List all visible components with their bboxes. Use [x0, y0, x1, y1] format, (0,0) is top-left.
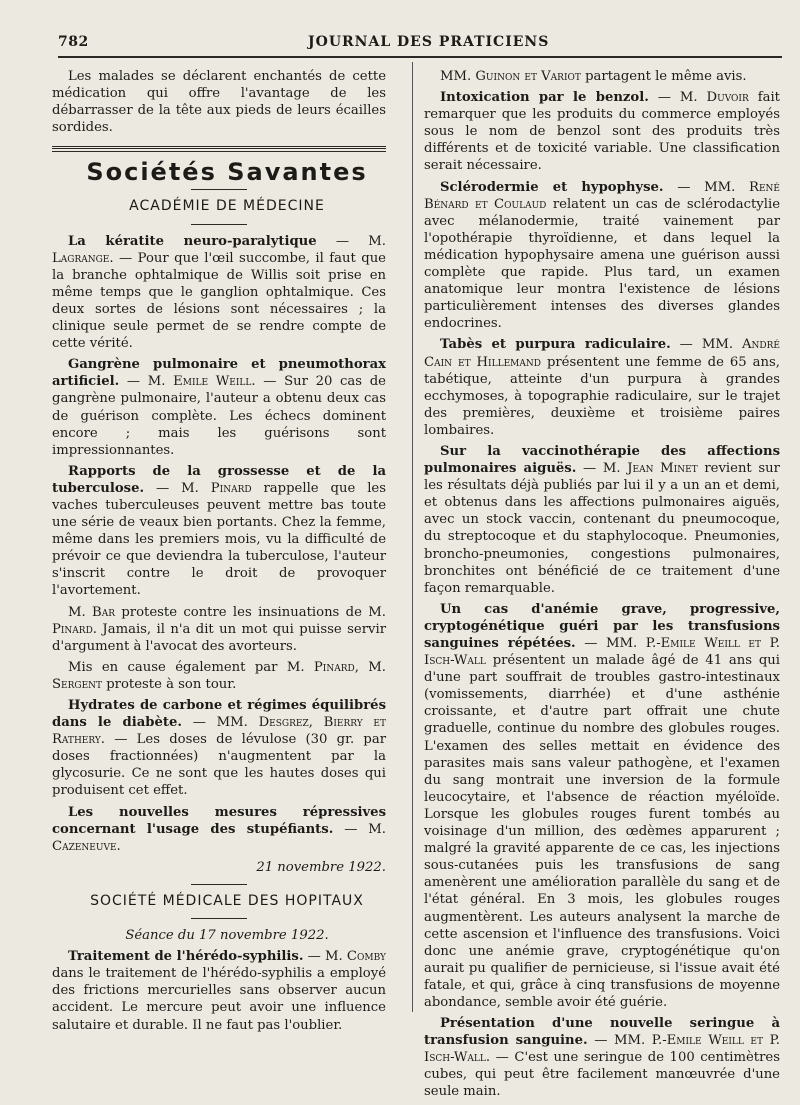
- article-hydrates: Hydrates de carbone et régimes équilibrés dans le diabète. — MM. Desgrez, Bierry et Rathery. — Les doses de lévulose (30 gr. par doses fractionnées) n'augmentent par la glycosurie. Ce ne sont que les hautes doses qui produisent cet effet.: [52, 698, 387, 799]
- article-title: La kératite neuro-paralytique: [68, 233, 317, 249]
- article-text: revient sur les résultats déjà publiés par lui il y a un an et demi, et obtenus dans les affections pulmonaires aiguës, avec un stock vaccin, contenant du pneumocoque, du streptocoque et du staphylocoque. Pneumonies, broncho-pneumonies, congestions pulmonaires, bronchites ont bénéficié de ce traitement d'une façon remarquable.: [424, 461, 780, 596]
- academy-date: 21 novembre 1922.: [256, 859, 386, 875]
- article-guinon: [424, 68, 780, 85]
- article-text: proteste contre les insinuations de: [121, 604, 362, 620]
- article-title: Un cas d'anémie grave, progressive, cryptogénétique guéri par les transfusions sanguines répétées.: [424, 601, 780, 651]
- article-heredo: Traitement de l'hérédo-syphilis. — M. Comby dans le traitement de l'hérédo-syphilis a employé des frictions mercurielles sans observer aucun accident. Le mercure peut avoir une influence salutaire et durable. Il ne faut pas l'oublier.: [52, 949, 386, 1033]
- section-title: Sociétés Savantes: [86, 158, 368, 187]
- article-title: Gangrène pulmonaire et pneumothorax artificiel.: [52, 357, 386, 390]
- article-author: M. Cazeneuve.: [52, 821, 386, 854]
- article-grossesse: Rapports de la grossesse et de la tuberculose. — M. Pinard rappelle que les vaches tuberculeuses peuvent mettre bas toute une série de veaux bien portants. Chez la femme, même dans les premiers mois, vu la difficulté de prévoir ce que deviendra la tuberculose, l'auteur s'inscrit contre le droit de provoquer l'avortement.: [52, 463, 386, 599]
- article-author: M. Pinard,: [286, 659, 359, 675]
- article-author: M. Sergent: [52, 659, 386, 692]
- article-title: Sur la vaccinothérapie des affections pulmonaires aiguës.: [424, 443, 780, 477]
- left-column: [52, 68, 386, 1038]
- article-seringue: Présentation d'une nouvelle seringue à transfusion sanguine. — MM. P.-Emile Weill et P. Isch-Wall. — C'est une seringue de 100 centimètres cubes, qui peut être facilement manœuvrée d'une seule main.: [424, 1016, 780, 1100]
- article-author: M. Pinard.: [52, 604, 386, 637]
- article-text: proteste à son tour.: [106, 676, 237, 692]
- article-author: M. Emile Weill.: [147, 374, 256, 390]
- article-author: MM. P.-Emile Weill et P. Isch-Wall: [424, 636, 780, 669]
- article-author: MM. P.-Emile Weill et P. Isch-Wall.: [424, 1033, 780, 1066]
- academy-title: ACADÉMIE DE MÉDECINE: [129, 198, 325, 215]
- article-author: M. Lagrange.: [52, 233, 386, 266]
- article-title: Rapports de la grossesse et de la tuberculose.: [52, 463, 386, 496]
- article-text: partagent le même avis.: [585, 69, 747, 84]
- section-rule: [52, 146, 386, 152]
- article-title: Sclérodermie et hypophyse.: [440, 179, 664, 195]
- article-text: Mis en cause également par: [68, 659, 278, 675]
- article-author: MM. André Cain et Hillemand: [424, 337, 780, 370]
- intro-paragraph: Les malades se déclarent enchantés de cette médication qui offre l'avantage de les débarrasser de la tête aux pieds de leurs écailles sordides.: [52, 69, 386, 136]
- article-mis-en-cause: [52, 659, 386, 693]
- article-keratite: La kératite neuro-paralytique — M. Lagrange. — Pour que l'œil succombe, il faut que la branche ophtalmique de Willis soit prise en même temps que le ganglion ophtalmique. Ces deux sortes de lésions sont nécessaires ; la clinique seule permet de se rendre compte de cette vérité.: [52, 233, 386, 352]
- article-author: MM. Desgrez, Bierry et Rathery.: [52, 715, 387, 748]
- short-rule: [191, 189, 247, 190]
- article-text: présentent une femme de 65 ans, tabétique, atteinte d'un purpura à grandes ecchymoses, à topographie radiculaire, sur le trajet des premières, deuxième et troisième paires lombaires.: [424, 354, 780, 438]
- article-title: Tabès et purpura radiculaire.: [440, 337, 671, 353]
- short-rule: [191, 224, 247, 225]
- article-title: Les nouvelles mesures répressives concernant l'usage des stupéfiants.: [52, 804, 386, 837]
- article-text: Sur 20 cas de gangrène pulmonaire, l'auteur a obtenu deux cas de guérison complète. Les échecs dominent encore ; mais les guérisons sont impressionnantes.: [52, 374, 386, 458]
- article-sclerodermie: Sclérodermie et hypophyse. — MM. René Bénard et Coulaud relatent un cas de sclérodactylie avec mélanodermie, traité vainement par l'opothérapie thyroïdienne, et dans lequel la médication hypophysaire amena une guérison aussi complète que rapide. Plus tard, un examen anatomique leur montra l'existence de lésions particulièrement intenses des diverses glandes endocrines.: [424, 179, 780, 332]
- article-title: Hydrates de carbone et régimes équilibrés dans le diabète.: [52, 698, 386, 731]
- article-text: rappelle que les vaches tuberculeuses peuvent mettre bas toute une série de veaux bien portants. Chez la femme, même dans les premiers mois, vu la difficulté de prévoir ce que deviendra la tuberculose, l'auteur s'inscrit contre le droit de provoquer l'avortement.: [52, 480, 386, 599]
- article-tabes: Tabès et purpura radiculaire. — MM. André Cain et Hillemand présentent une femme de 65 ans, tabétique, atteinte d'un purpura à grandes ecchymoses, à topographie radiculaire, sur le trajet des premières, deuxième et troisième paires lombaires.: [424, 337, 780, 438]
- article-text: Pour que l'œil succombe, il faut que la branche ophtalmique de Willis soit prise en même temps que le ganglion ophtalmique. Ces deux sortes de lésions sont nécessaires ; la clinique seule permet de se rendre compte de cette vérité.: [52, 250, 386, 352]
- article-author: M. Bar: [68, 604, 116, 620]
- article-text: fait remarquer que les produits du commerce employés sous le nom de benzol sont des produits très différents et de toxicité variable. Une classification serait nécessaire.: [424, 90, 780, 174]
- article-text: Les doses de lévulose (30 gr. par doses fractionnées) n'augmentent par la glycosurie. Ce ne sont que les hautes doses qui produisent cet effet.: [52, 732, 386, 799]
- header-rule: [58, 56, 782, 58]
- article-title: Présentation d'une nouvelle seringue à transfusion sanguine.: [424, 1016, 780, 1049]
- article-anemie: Un cas d'anémie grave, progressive, cryptogénétique guéri par les transfusions sanguines répétées. — MM. P.-Emile Weill et P. Isch-Wall présentent un malade âgé de 41 ans qui d'une part souffrait de troubles gastro-intestinaux (vomissements, diarrhée) et d'une asthénie croissante, et d'autre part offrait une chute graduelle, continue du nombre des globules rouges. L'examen des selles mettait en évidence des parasites mais sans valeur pathogène, et l'examen du sang montrait une inversion de la formule leucocytaire, et l'absence de réaction myéloïde. Lorsque les globules rouges furent tombés au voisinage d'un million, des œdèmes apparurent ; malgré la gravité apparente de ce cas, les injections sous-cutanées puis les transfusions de sang amenèrent une amélioration parallèle du sang et de l'état général. En 3 mois, les globules rouges augmentèrent. Les auteurs analysent la marche de cette ascension et l'influence des transfusions. Voici donc une anémie grave, cryptogénétique qu'on aurait pu qualifier de pernicieuse, si l'issue avait été fatale, et qui, grâce à cinq transfusions de moyenne abondance, semble avoir été guérie.: [424, 601, 780, 1010]
- article-gangrene: Gangrène pulmonaire et pneumothorax artificiel. — M. Emile Weill. — Sur 20 cas de gangrène pulmonaire, l'auteur a obtenu deux cas de guérison complète. Les échecs dominent encore ; mais les guérisons sont impressionnantes.: [52, 357, 386, 458]
- article-bar: [52, 604, 386, 655]
- article-author: MM. Guinon et Variot: [440, 69, 581, 84]
- article-text: dans le traitement de l'hérédo-syphilis a employé des frictions mercurielles sans observer aucun accident. Le mercure peut avoir une influence salutaire et durable. Il ne faut pas l'oublier.: [52, 966, 386, 1033]
- article-author: M. Jean Minet: [602, 461, 698, 477]
- short-rule: [191, 884, 247, 885]
- article-author: M. Duvoir: [679, 90, 749, 106]
- journal-title: JOURNAL DES PRATICIENS: [308, 34, 550, 50]
- societe-title: SOCIÉTÉ MÉDICALE DES HOPITAUX: [90, 892, 364, 909]
- article-title: Intoxication par le benzol.: [440, 90, 649, 106]
- article-benzol: Intoxication par le benzol. — M. Duvoir fait remarquer que les produits du commerce employés sous le nom de benzol sont des produits très différents et de toxicité variable. Une classification serait nécessaire.: [424, 90, 780, 174]
- seance-date: Séance du 17 novembre 1922.: [125, 928, 329, 944]
- article-mesures: Les nouvelles mesures répressives concernant l'usage des stupéfiants. — M. Cazeneuve.: [52, 804, 386, 854]
- article-text: relatent un cas de sclérodactylie avec mélanodermie, traité vainement par l'opothérapie thyroïdienne, et dans lequel la médication hypophysaire amena une guérison aussi complète que rapide. Plus tard, un examen anatomique leur montra l'existence de lésions particulièrement intenses des diverses glandes endocrines.: [424, 196, 780, 332]
- article-vaccino: Sur la vaccinothérapie des affections pulmonaires aiguës. — M. Jean Minet revient sur les résultats déjà publiés par lui il y a un an et demi, et obtenus dans les affections pulmonaires aiguës, avec un stock vaccin, contenant du pneumocoque, du streptocoque et du staphylocoque. Pneumonies, broncho-pneumonies, congestions pulmonaires, bronchites ont bénéficié de ce traitement d'une façon remarquable.: [424, 443, 780, 596]
- short-rule: [191, 918, 247, 919]
- page-header: [58, 34, 778, 54]
- page-number: 782: [58, 34, 89, 50]
- article-author: M. Comby: [325, 949, 386, 965]
- article-text: C'est une seringue de 100 centimètres cubes, qui peut être facilement manœuvrée d'une seule main.: [424, 1050, 780, 1100]
- right-column: [424, 68, 780, 1105]
- article-author: M. Pinard: [181, 480, 252, 496]
- article-text: Jamais, il n'a dit un mot qui puisse servir d'argument à l'avocat des avorteurs.: [52, 621, 386, 654]
- article-title: Traitement de l'hérédo-syphilis.: [68, 949, 304, 965]
- article-author: MM. René Bénard et Coulaud: [424, 179, 780, 212]
- column-divider: [412, 62, 413, 1012]
- article-text: présentent un malade âgé de 41 ans qui d'une part souffrait de troubles gastro-intestinaux (vomissements, diarrhée) et d'une asthénie croissante, et d'autre part offrait une chute graduelle, continue du nombre des globules rouges. L'examen des selles mettait en évidence des parasites mais sans valeur pathogène, et l'examen du sang montrait une inversion de la formule leucocytaire, et l'absence de réaction myéloïde. Lorsque les globules rouges furent tombés au voisinage d'un million, des œdèmes apparurent ; malgré la gravité apparente de ce cas, les injections sous-cutanées puis les transfusions de sang amenèrent une amélioration parallèle du sang et de l'état général. En 3 mois, les globules rouges augmentèrent. Les auteurs analysent la marche de cette ascension et l'influence des transfusions. Voici donc une anémie grave, cryptogénétique qu'on aurait pu qualifier de pernicieuse, si l'issue avait été fatale, et qui, grâce à cinq transfusions de moyenne abondance, semble avoir été guérie.: [424, 653, 780, 1010]
